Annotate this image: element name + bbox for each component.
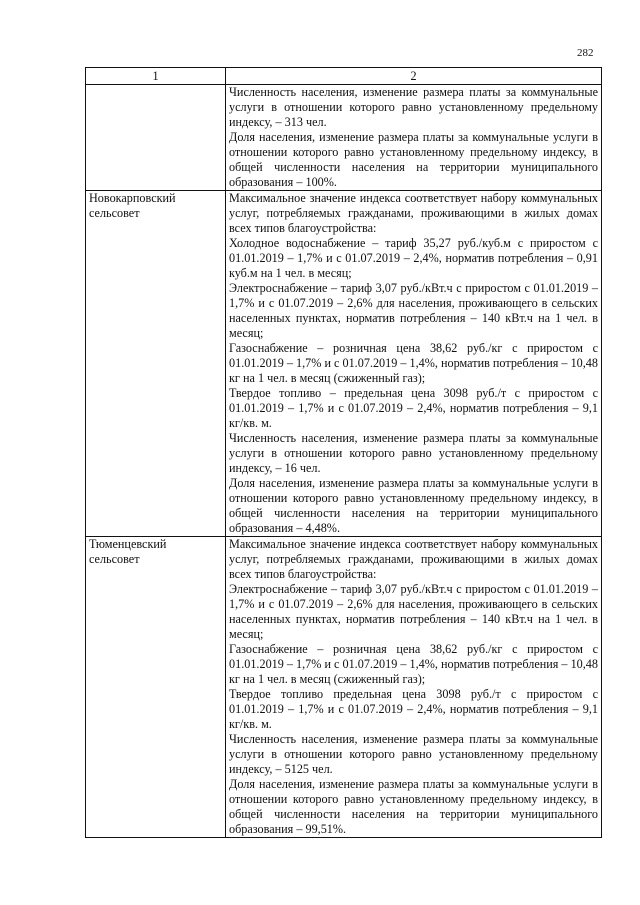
municipality-cell (86, 537, 226, 838)
municipality-name-line: Новокарповский (89, 191, 176, 205)
paragraph: Доля населения, изменение размера платы за коммунальные услуги в отношении которого равно установленному предельному индексу, в общей численности населения на территории муниципального образования – 99,51%. (229, 777, 598, 836)
table-row (86, 191, 602, 537)
page-number: 282 (577, 47, 594, 59)
table-header-row (86, 68, 602, 85)
paragraph: Численность населения, изменение размера платы за коммунальные услуги в отношении которого равно установленному предельному индексу, – 5125 чел. (229, 732, 598, 776)
paragraph: Доля населения, изменение размера платы за коммунальные услуги в отношении которого равно установленному предельному индексу, в общей численности населения на территории муниципального образования – 100%. (229, 130, 598, 189)
description-cell (226, 537, 602, 838)
paragraph: Численность населения, изменение размера платы за коммунальные услуги в отношении которого равно установленному предельному индексу, – 313 чел. (229, 85, 598, 129)
paragraph: Электроснабжение – тариф 3,07 руб./кВт.ч с приростом с 01.01.2019 – 1,7% и с 01.07.2019 – 2,6% для населения, проживающего в сельских населенных пунктах, норматив потребления – 140 кВт.ч на 1 чел. в месяц; (229, 582, 598, 641)
table-row (86, 85, 602, 191)
description-cell (226, 191, 602, 537)
paragraph: Холодное водоснабжение – тариф 35,27 руб./куб.м с приростом с 01.01.2019 – 1,7% и с 01.07.2019 – 2,4%, норматив потребления – 0,91 куб.м на 1 чел. в месяц; (229, 236, 598, 280)
paragraph: Максимальное значение индекса соответствует набору коммунальных услуг, потребляемых гражданами, проживающими в жилых домах всех типов благоустройства: (229, 537, 598, 581)
tariff-table (85, 67, 602, 838)
municipality-name-line: Тюменцевский (89, 537, 167, 551)
paragraph: Доля населения, изменение размера платы за коммунальные услуги в отношении которого равно установленному предельному индексу, в общей численности населения на территории муниципального образования – 4,48%. (229, 476, 598, 535)
paragraph: Твердое топливо – предельная цена 3098 руб./т с приростом с 01.01.2019 – 1,7% и с 01.07.2019 – 2,4%, норматив потребления – 9,1 кг/кв. м. (229, 386, 598, 430)
table-row (86, 537, 602, 838)
description-cell (226, 85, 602, 191)
paragraph: Максимальное значение индекса соответствует набору коммунальных услуг, потребляемых гражданами, проживающими в жилых домах всех типов благоустройства: (229, 191, 598, 235)
paragraph: Газоснабжение – розничная цена 38,62 руб./кг с приростом с 01.01.2019 – 1,7% и с 01.07.2019 – 1,4%, норматив потребления – 10,48 кг на 1 чел. в месяц (сжиженный газ); (229, 642, 598, 686)
municipality-name-line: сельсовет (89, 552, 140, 566)
municipality-cell (86, 85, 226, 191)
paragraph: Твердое топливо предельная цена 3098 руб./т с приростом с 01.01.2019 – 1,7% и с 01.07.2019 – 2,4%, норматив потребления – 9,1 кг/кв. м. (229, 687, 598, 731)
column-header-2: 2 (226, 68, 602, 85)
paragraph: Численность населения, изменение размера платы за коммунальные услуги в отношении которого равно установленному предельному индексу, – 16 чел. (229, 431, 598, 475)
paragraph: Электроснабжение – тариф 3,07 руб./кВт.ч с приростом с 01.01.2019 – 1,7% и с 01.07.2019 – 2,6% для населения, проживающего в сельских населенных пунктах, норматив потребления – 140 кВт.ч на 1 чел. в месяц; (229, 281, 598, 340)
municipality-cell (86, 191, 226, 537)
column-header-1: 1 (86, 68, 226, 85)
paragraph: Газоснабжение – розничная цена 38,62 руб./кг с приростом с 01.01.2019 – 1,7% и с 01.07.2019 – 1,4%, норматив потребления – 10,48 кг на 1 чел. в месяц (сжиженный газ); (229, 341, 598, 385)
municipality-name-line: сельсовет (89, 206, 140, 220)
